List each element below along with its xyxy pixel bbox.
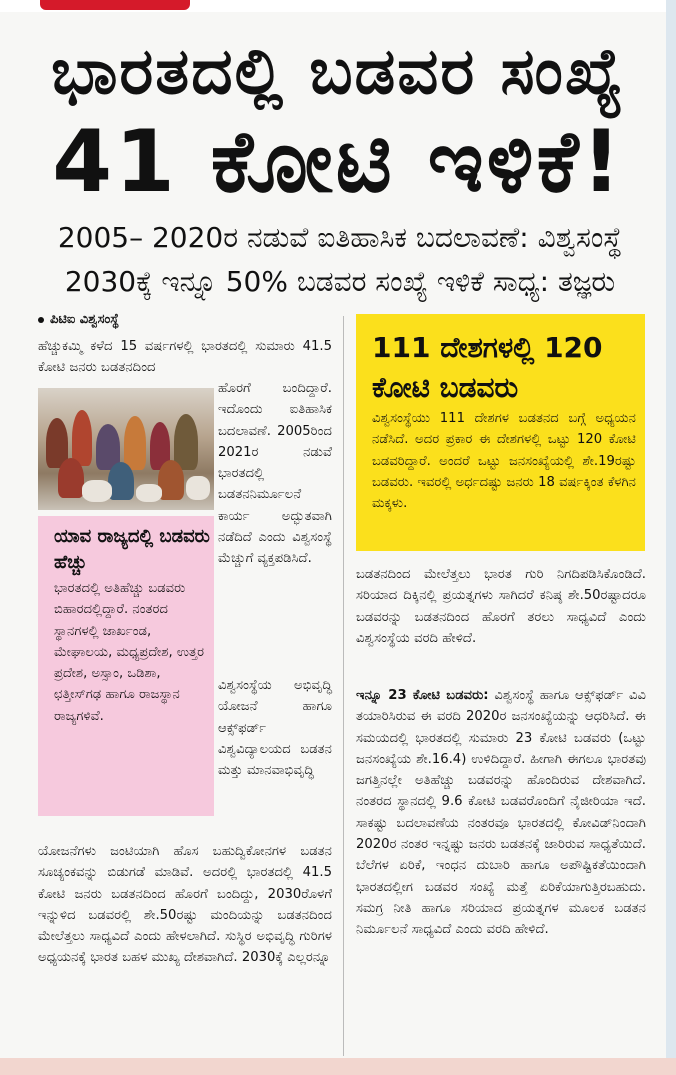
states-sidebar-box bbox=[38, 516, 214, 816]
article-left-bottom: ಯೋಜನೆಗಳು ಜಂಟಿಯಾಗಿ ಹೊಸ ಬಹುದ್ವಿಕೋನಗಳ ಬಡತನ ಸೂಚ್ಯಂಕವನ್ನು ಬಿಡುಗಡೆ ಮಾಡಿವೆ. ಅದರಲ್ಲಿ ಭಾರತದಲ್ಲಿ 41.5 ಕೋಟಿ ಜನರು ಬಡತನದಿಂದ ಹೊರಗೆ ಬಂದಿದ್ದು, 2030ರೊಳಗೆ ಇನ್ನುಳಿದ ಬಡವರಲ್ಲಿ ಶೇ.50ರಷ್ಟು ಮಂದಿಯನ್ನು ಬಡತನದಿಂದ ಮೇಲೆತ್ತಲು ಸಾಧ್ಯವಿದೆ ಎಂದು ಹೇಳಲಾಗಿದೆ. ಸುಸ್ಥಿರ ಅಭಿವೃದ್ಧಿ ಗುರಿಗಳ ಅಧ್ಯಯನಕ್ಕೆ ಭಾರತ ಬಹಳ ಮುಖ್ಯ ದೇಶವಾಗಿದೆ. 2030ಕ್ಕೆ ಎಲ್ಲರನ್ನೂ bbox=[38, 844, 332, 966]
byline-text: ಪಿಟಿಐ ವಿಶ್ವಸಂಸ್ಥೆ bbox=[50, 312, 119, 327]
article-intro: ಹೆಚ್ಚುಕಮ್ಮಿ ಕಳೆದ 15 ವರ್ಷಗಳಲ್ಲಿ ಭಾರತದಲ್ಲಿ ಸುಮಾರು 41.5 ಕೋಟಿ ಜನರು ಬಡತನದಿಂದ bbox=[38, 339, 332, 376]
article-right-para2 bbox=[356, 685, 646, 941]
news-photo bbox=[38, 388, 214, 510]
subheadline-line1: 2005– 2020ರ ನಡುವೆ ಐತಿಹಾಸಿಕ ಬದಲಾವಣೆ: ವಿಶ್ವಸಂಸ್ಥೆ bbox=[57, 221, 623, 254]
countries-highlight-box bbox=[356, 314, 645, 551]
section-tag bbox=[40, 0, 190, 10]
article-narrow-text: ಹೊರಗೆ ಬಂದಿದ್ದಾರೆ. ಇದೊಂದು ಐತಿಹಾಸಿಕ ಬದಲಾವಣೆ. 2005ರಿಂದ 2021ರ ನಡುವೆ ಭಾರತದಲ್ಲಿ ಬಡತನನಿರ್ಮೂಲನೆ ಕಾರ್ಯ ಅದ್ಭುತವಾಗಿ ನಡೆದಿದೆ ಎಂದು ವಿಶ್ವಸಂಸ್ಥೆ ಮೆಚ್ಚುಗೆ ವ್ಯಕ್ತಪಡಿಸಿದೆ. bbox=[218, 381, 332, 567]
headline-line2: 41 ಕೋಟಿ ಇಳಿಕೆ! bbox=[52, 112, 624, 212]
states-box-body: ಭಾರತದಲ್ಲಿ ಅತಿಹೆಚ್ಚು ಬಡವರು ಬಿಹಾರದಲ್ಲಿದ್ದಾರೆ. ನಂತರದ ಸ್ಥಾನಗಳಲ್ಲಿ ಜಾರ್ಖಂಡ, ಮೇಘಾಲಯ, ಮಧ್ಯಪ್ರದೇಶ, ಉತ್ತರ ಪ್ರದೇಶ, ಅಸ್ಸಾಂ, ಒಡಿಶಾ, ಛತ್ತೀಸ್‌ಗಢ ಹಾಗೂ ರಾಜಸ್ಥಾನ ರಾಜ್ಯಗಳಿವೆ. bbox=[54, 581, 205, 724]
article-right-para1: ಬಡತನದಿಂದ ಮೇಲೆತ್ತಲು ಭಾರತ ಗುರಿ ನಿಗದಿಪಡಿಸಿಕೊಂಡಿದೆ. ಸರಿಯಾದ ದಿಕ್ಕಿನಲ್ಲಿ ಪ್ರಯತ್ನಗಳು ಸಾಗಿದರೆ ಕನಿಷ್ಠ ಶೇ.50ರಷ್ಟಾದರೂ ಬಡವರನ್ನು ಬಡತನದಿಂದ ಹೊರಗೆ ತರಲು ಸಾಧ್ಯವಿದೆ ಎಂದು ವಿಶ್ವಸಂಸ್ಥೆಯ ವರದಿ ಹೇಳಿದೆ. bbox=[356, 567, 646, 646]
countries-box-title: 111 ದೇಶಗಳಲ್ಲಿ 120 ಕೋಟಿ ಬಡವರು bbox=[372, 331, 603, 404]
byline bbox=[38, 312, 119, 327]
column-divider bbox=[343, 316, 344, 1056]
bullet-icon bbox=[38, 317, 44, 323]
headline-line1: ಭಾರತದಲ್ಲಿ ಬಡವರ ಸಂಖ್ಯೆ bbox=[51, 35, 625, 109]
article-narrow-text-2: ವಿಶ್ವಸಂಸ್ಥೆಯ ಅಭಿವೃದ್ಧಿ ಯೋಜನೆ ಹಾಗೂ ಆಕ್ಸ್‌ಫರ್ಡ್ ವಿಶ್ವವಿದ್ಯಾಲಯದ ಬಡತನ ಮತ್ತು ಮಾನವಾಭಿವೃದ್ಧಿ bbox=[218, 678, 332, 779]
bottom-strip bbox=[0, 1058, 676, 1075]
countries-box-body: ವಿಶ್ವಸಂಸ್ಥೆಯು 111 ದೇಶಗಳ ಬಡತನದ ಬಗ್ಗೆ ಅಧ್ಯಯನ ನಡೆಸಿದೆ. ಅದರ ಪ್ರಕಾರ ಈ ದೇಶಗಳಲ್ಲಿ ಒಟ್ಟು 120 ಕೋಟಿ ಬಡವರಿದ್ದಾರೆ. ಅಂದರೆ ಒಟ್ಟು ಜನಸಂಖ್ಯೆಯಲ್ಲಿ ಶೇ.19ರಷ್ಟು ಬಡವರು. ಇವರಲ್ಲಿ ಅರ್ಧದಷ್ಟು ಜನರು 18 ವರ್ಷಕ್ಕಿಂತ ಕೆಳಗಿನ ಮಕ್ಕಳು. bbox=[372, 411, 636, 512]
subhead-23-crore: ಇನ್ನೂ 23 ಕೋಟಿ ಬಡವರು: bbox=[356, 688, 489, 703]
top-strip bbox=[0, 0, 676, 12]
states-box-title: ಯಾವ ರಾಜ್ಯದಲ್ಲಿ ಬಡವರು ಹೆಚ್ಚು bbox=[54, 526, 210, 573]
article-right-para2-text: ವಿಶ್ವಸಂಸ್ಥೆ ಹಾಗೂ ಆಕ್ಸ್‌ಫರ್ಡ್ ವಿವಿ ತಯಾರಿಸಿರುವ ಈ ವರದಿ 2020ರ ಜನಸಂಖ್ಯೆಯನ್ನು ಆಧರಿಸಿದೆ. ಈ ಸಮಯದಲ್ಲಿ ಭಾರತದಲ್ಲಿ ಸುಮಾರು 23 ಕೋಟಿ ಬಡವರು (ಒಟ್ಟು ಜನಸಂಖ್ಯೆಯ ಶೇ.16.4) ಉಳಿದಿದ್ದಾರೆ. ಹೀಗಾಗಿ ಈಗಲೂ ಭಾರತವು ಜಗತ್ತಿನಲ್ಲೇ ಅತಿಹೆಚ್ಚು ಬಡವರನ್ನು ಹೊಂದಿರುವ ದೇಶವಾಗಿದೆ. ನಂತರದ ಸ್ಥಾನದಲ್ಲಿ 9.6 ಕೋಟಿ ಬಡವರೊಂದಿಗೆ ನೈಜೀರಿಯಾ ಇದೆ. ಸಾಕಷ್ಟು ಬದಲಾವಣೆಯ ನಂತರವೂ ಭಾರತದಲ್ಲಿ ಕೋವಿಡ್‌ನಿಂದಾಗಿ 2020ರ ನಂತರ ಇನ್ನಷ್ಟು ಜನರು ಬಡತನಕ್ಕೆ ಜಾರಿರುವ ಸಾಧ್ಯತೆಯಿದೆ. ಬೆಲೆಗಳ ಏರಿಕೆ, ಇಂಧನ ದುಬಾರಿ ಹಾಗೂ ಅಪೌಷ್ಟಿಕತೆಯಿಂದಾಗಿ ಭಾರತದಲ್ಲೀಗ ಬಡವರ ಸಂಖ್ಯೆ ಮತ್ತೆ ಏರಿಕೆಯಾಗುತ್ತಿರಬಹುದು. ಸಮಗ್ರ ನೀತಿ ಹಾಗೂ ಸರಿಯಾದ ಪ್ರಯತ್ನಗಳ ಮೂಲಕ ಬಡತನ ನಿರ್ಮೂಲನೆ ಸಾಧ್ಯವಿದೆ ಎಂದು ವರದಿ ಹೇಳಿದೆ. bbox=[356, 688, 646, 938]
subheadline-line2: 2030ಕ್ಕೆ ಇನ್ನೂ 50% ಬಡವರ ಸಂಖ್ಯೆ ಇಳಿಕೆ ಸಾಧ್ಯ: ತಜ್ಞರು bbox=[64, 265, 616, 298]
